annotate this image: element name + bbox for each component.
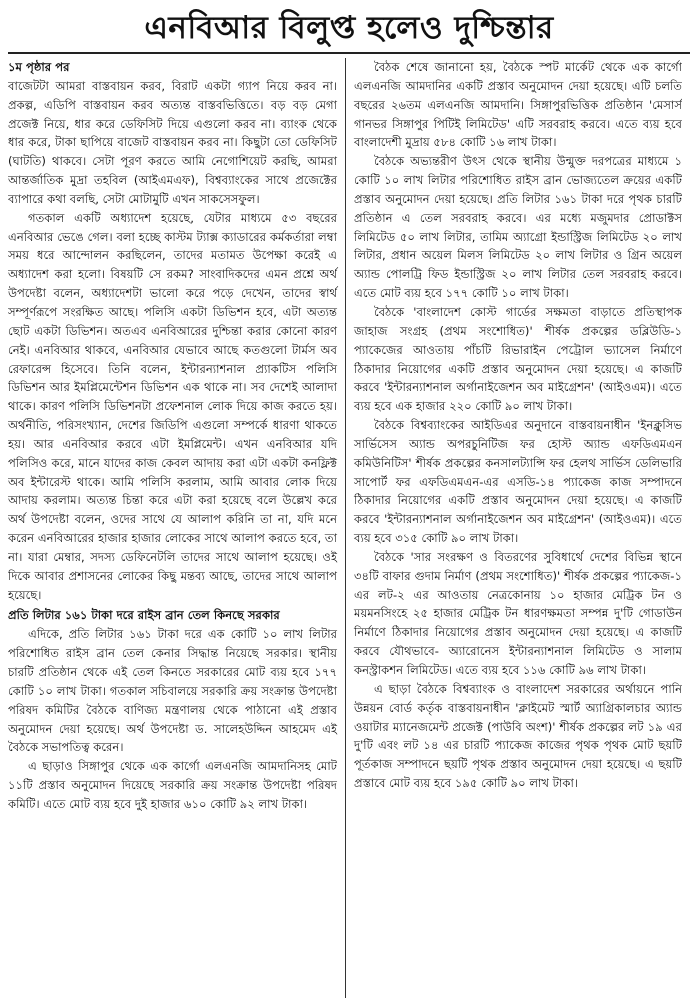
left-paragraph-3: এদিকে, প্রতি লিটার ১৬১ টাকা দরে এক কোটি ১০ লাখ লিটার পরিশোধিত রাইস ব্রান তেল কেনার সিদ্ধান্ত নিয়েছে সরকার। স্থানীয় চারটি প্রতিষ্ঠান থেকে এই তেল কিনতে সরকারের মোট ব্যয় হবে ১৭৭ কোটি ১০ লাখ টাকা। গতকাল সচিবালয়ে সরকারি ক্রয় সংক্রান্ত উপদেষ্টা পরিষদ কমিটির বৈঠকে বাণিজ্য মন্ত্রণালয় থেকে পাঠানো এই প্রস্তাব অনুমোদন দেয়া হয়েছে। অর্থ উপদেষ্টা ড. সালেহউদ্দিন আহমেদ এই বৈঠকে সভাপতিত্ব করেন। [8,627,337,755]
headline: এনবিআর বিলুপ্ত হলেও দুশ্চিন্তার [8,6,690,54]
continued-from-label: ১ম পৃষ্ঠার পর [8,60,70,74]
right-paragraph-6: এ ছাড়া বৈঠকে বিশ্বব্যাংক ও বাংলাদেশ সরকারের অর্থায়নে পানি উন্নয়ন বোর্ড কর্তৃক বাস্তবায়নাধীন 'ক্লাইমেট স্মার্ট অ্যাগ্রিকালচার অ্যান্ড ওয়াটার ম্যানেজমেন্ট প্রজেক্ট (পাউবি অংশ)' শীর্ষক প্রকল্পের লট ১৯ এর দু'টি এবং লট ১৪ এর চারটি প্যাকেজ কাজের পৃথক পৃথক মোট ছয়টি পূর্তকাজ সম্পাদনে ছয়টি পৃথক প্রস্তাব অনুমোদন দেয়া হয়েছে। এ ছয়টি প্রস্তাবে মোট ব্যয় হবে ১৯৫ কোটি ৯০ লাখ টাকা। [354,681,682,791]
subheading: প্রতি লিটার ১৬১ টাকা দরে রাইস ব্রান তেল কিনছে সরকার [8,608,280,623]
right-paragraph-4: বৈঠকে বিশ্বব্যাংকের আইডিএর অনুদানে বাস্তবায়নাধীন 'ইনক্লুসিভ সার্ভিসেস অ্যান্ড অপরচুনিটিজ ফর হোস্ট অ্যান্ড এফডিএমএন কমিউনিটিস' শীর্ষক প্রকল্পের কনসালট্যান্সি ফর হেলথ সার্ভিস ডেলিভারি সাপোর্ট ফর এফডিএমএন-এর এসডি-১৪ প্যাকেজ কাজ সম্পাদনে ঠিকাদার নিয়োগের একটি প্রস্তাব অনুমোদন দেয়া হয়েছে। এ কাজটি করবে 'ইন্টারন্যাশনাল অর্গানাইজেশন অব মাইগ্রেশন' (আইওএম)। এতে ব্যয় হবে ৩১৫ কোটি ৯০ লাখ টাকা। [354,418,682,546]
right-column [345,58,682,998]
article-columns [8,58,690,998]
left-paragraph-4: এ ছাড়াও সিঙ্গাপুর থেকে এক কার্গো এলএনজি আমদানিসহ মোট ১১টি প্রস্তাব অনুমোদন দিয়েছে সরকারি ক্রয় সংক্রান্ত উপদেষ্টা পরিষদ কমিটি। এতে মোট ব্যয় হবে দুই হাজার ৬১০ কোটি ৯২ লাখ টাকা। [8,759,337,811]
right-paragraph-5: বৈঠকে 'সার সংরক্ষণ ও বিতরণের সুবিধার্থে দেশের বিভিন্ন স্থানে ৩৪টি বাফার গুদাম নির্মাণ (প্রথম সংশোধিত)' শীর্ষক প্রকল্পের প্যাকেজ-১ এর লট-২ এর আওতায় নেত্রকোনায় ১০ হাজার মেট্রিক টন ও ময়মনসিংহে ২৫ হাজার মেট্রিক টন ধারণক্ষমতা সম্পন্ন দু'টি গোডাউন নির্মাণে ঠিকাদার নিয়োগের প্রস্তাব অনুমোদন দেয়া হয়েছে। এ কাজটি করবে যৌথভাবে- অ্যারোনেস ইন্টারন্যাশনাল লিমিটেড ও সালাম কনস্ট্রাকশন লিমিটেড। এতে ব্যয় হবে ১১৬ কোটি ৯৬ লাখ টাকা। [354,549,682,677]
right-paragraph-2: বৈঠকে অভ্যন্তরীণ উৎস থেকে স্থানীয় উন্মুক্ত দরপত্রের মাধ্যমে ১ কোটি ১০ লাখ লিটার পরিশোধিত রাইস ব্রান ভোজ্যতেল ক্রয়ের একটি প্রস্তাব অনুমোদন দেয়া হয়েছে। প্রতি লিটার ১৬১ টাকা দরে পৃথক চারটি প্রতিষ্ঠান এ তেল সরবরাহ করবে। এর মধ্যে মজুমদার প্রোডাক্টস লিমিটেড ৫০ লাখ লিটার, তামিম অ্যাগ্রো ইন্ডাস্ট্রিজ লিমিটেড ২০ লাখ লিটার, প্রধান অয়েল মিলস লিমিটেড ২০ লাখ লিটার ও গ্রিন অয়েল অ্যান্ড পোলট্রি ফিড ইন্ডাস্ট্রিজ ২০ লাখ লিটার তেল সরবরাহ করবে। এতে মোট ব্যয় হবে ১৭৭ কোটি ১০ লাখ টাকা। [354,154,682,301]
left-column [8,58,345,998]
left-paragraph-2: গতকাল একটি অধ্যাদেশ হয়েছে, যেটার মাধ্যমে ৫৩ বছরের এনবিআর ভেঙে গেল। বলা হচ্ছে কাস্টম ট্যাক্স ক্যাডারের কর্মকর্তারা লম্বা সময় ধরে আন্দোলন করছিলেন, তাদের মতামত উপেক্ষা করেই এ অধ্যাদেশ করা হলো। বিষয়টি সে রকম? সাংবাদিকদের এমন প্রশ্নে অর্থ উপদেষ্টা বলেন, অধ্যাদেশটা ভালো করে পড়ে দেখেন, তাদের স্বার্থ সম্পূর্ণরূপে সংরক্ষিত আছে। পলিসি একটা ডিভিশন হবে, এটা অত্যন্ত ছোট একটা ডিভিশন। অতএব এনবিআরের দুশ্চিন্তা করার কোনো কারণ নেই। এনবিআর থাকবে, এনবিআর যেভাবে আছে কতগুলো টার্মস অব রেফারেন্স হিসেবে। তিনি বলেন, ইন্টারন্যাশনাল প্র্যাকটিস পলিসি ডিভিশন আর ইমপ্লিমেন্টেশন ডিভিশন এক থাকে না। সব দেশেই আলাদা থাকে। কারণ পলিসি ডিভিশনটা প্রফেশনাল লোক দিয়ে কাজ করতে হয়। অর্থনীতি, পরিসংখ্যান, দেশের জিডিপি এগুলো সম্পর্কে ধারণা থাকতে হয়। আর এনবিআর করবে এটা ইমপ্লিমেন্ট। এখন এনবিআর যদি পলিসিও করে, মানে যাদের কাজ কেবল আদায় করা এটা একটা কনফ্লিক্ট অব ইন্টারেস্ট থাকে। আমি পলিসি করলাম, আমি আবার লোক দিয়ে আদায় করলাম। অত্যন্ত চিন্তা করে এটা করা হয়েছে বলে উল্লেখ করে অর্থ উপদেষ্টা বলেন, ওদের সাথে যে আলাপ করিনি তা না, যদি মনে করেন এনবিআরের হাজার হাজার লোকের সাথে আলাপ করতে হবে, তা না। যারা মেম্বার, সদস্য ডেফিনেটলি তাদের সাথে আলাপ হয়েছে। ওই দিকে আবার প্রশাসনের লোকের কিছু মন্তব্য আছে, তাদের সাথে আলাপ হয়েছে। [8,210,337,602]
left-paragraph-1: বাজেটটা আমরা বাস্তবায়ন করব, বিরাট একটা গ্যাপ নিয়ে করব না। প্রকল্প, এডিপি বাস্তবায়ন করব অত্যন্ত বাস্তবভিত্তিতে। বড় বড় মেগা প্রজেক্ট নিয়ে, ধার করে ডেফিসিট দিয়ে এগুলো করব না। ব্যাংক থেকে ধার করে, টাকা ছাপিয়ে বাজেট বাস্তবায়ন করব না। কিছুটা তো ডেফিসিট (ঘাটতি) থাকবে। সেটা পূরণ করতে আমি নেগোশিয়েট করছি, আমরা আন্তর্জাতিক মুদ্রা তহবিল (আইএমএফ), বিশ্বব্যাংকের সাথে প্রজেক্টের ব্যাপারে কথা বলছি, সেটা মোটামুটি এখন সাকসেসফুল। [8,78,337,206]
right-paragraph-3: বৈঠকে 'বাংলাদেশ কোস্ট গার্ডের সক্ষমতা বাড়াতে প্রতিস্থাপক জাহাজ সংগ্রহ (প্রথম সংশোধিত)' শীর্ষক প্রকল্পের ডব্লিউডি-১ প্যাকেজের আওতায় পাঁচটি রিভারাইন পেট্রোল ভ্যাসেল নির্মাণে ঠিকাদার নিয়োগের একটি প্রস্তাব অনুমোদন দেয়া হয়েছে। এ কাজটি করবে 'ইন্টারন্যাশনাল অর্গানাইজেশন অব মাইগ্রেশন' (আইওএম)। এতে ব্যয় হবে এক হাজার ২২০ কোটি ৯০ লাখ টাকা। [354,304,682,414]
right-paragraph-1: বৈঠক শেষে জানানো হয়, বৈঠকে স্পট মার্কেট থেকে এক কার্গো এলএনজি আমদানির একটি প্রস্তাব অনুমোদন দেয়া হয়েছে। এটি চলতি বছরের ২৬তম এলএনজি আমদানি। সিঙ্গাপুরভিত্তিক প্রতিষ্ঠান 'মেসার্স গানভর সিঙ্গাপুর পিটিই লিমিটেড' এটি সরবরাহ করবে। এতে ব্যয় হবে বাংলাদেশী মুদ্রায় ৫৮৪ কোটি ১৬ লাখ টাকা। [354,60,682,150]
